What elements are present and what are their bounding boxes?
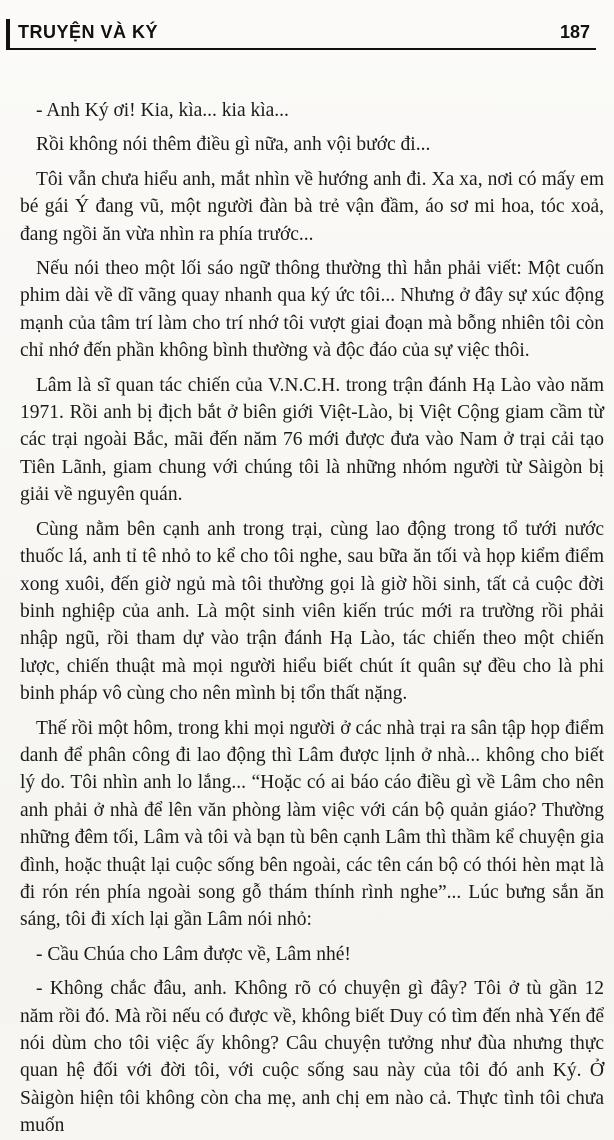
running-title: TRUYỆN VÀ KÝ — [18, 22, 159, 42]
page-number: 187 — [559, 22, 590, 42]
paragraph: Rồi không nói thêm điều gì nữa, anh vội bước đi... — [36, 134, 431, 156]
header-rule-mark — [6, 19, 10, 48]
paragraph: - Không chắc đâu, anh. Không rõ có chuyện gì đây? Tôi ở tù gần 12 năm rồi đó. Mà rồi nếu có được về, không biết Duy có tìm đến nhà Yến để nói dùm cho tôi việc ấy không? Câu chuyện tưởng như đùa nhưng thực quan hệ đối với đời tôi, với cuộc sống sau này của tôi đó anh Ký. Ở Sàigòn hiện tôi không còn cha mẹ, anh chị em nào cả. Thực tình tôi chưa muốn — [20, 978, 604, 1137]
paragraph: Cùng nằm bên cạnh anh trong trại, cùng lao động trong tổ tưới nước thuốc lá, anh tỉ tê nhỏ to kể cho tôi nghe, sau bữa ăn tối và họp kiểm điểm xong xuôi, đến giờ ngủ mà tôi thường gọi là giờ hồi sinh, tất cả cuộc đời binh nghiệp của anh. Là một sinh viên kiến trúc mới ra trường rồi phải nhập ngũ, rồi tham dự vào trận đánh Hạ Lào, tác chiến theo một chiến lược, chiến thuật mà mọi người hiểu biết chút ít quân sự đều cho là phi binh pháp vô cùng cho nên mình bị tổn thất nặng. — [20, 518, 604, 705]
paragraph: Thế rồi một hôm, trong khi mọi người ở các nhà trại ra sân tập họp điểm danh để phân công đi lao động thì Lâm được lịnh ở nhà... không cho biết lý do. Tôi nhìn anh lo lắng... “Hoặc có ai báo cáo điều gì về Lâm cho nên anh phải ở nhà để lên văn phòng làm việc với cán bộ quản giáo? Thường những đêm tối, Lâm và tôi và bạn tù bên cạnh Lâm thì thầm kể chuyện gia đình, hoặc thuật lại cuộc sống bên ngoài, các tên cán bộ có thói hèn mạt là đi rón rén phía ngoài song gỗ thám thính rình nghe”... Lúc bưng sắn ăn sáng, tôi đi xích lại gần Lâm nói nhỏ: — [20, 717, 604, 931]
paragraph: - Cầu Chúa cho Lâm được về, Lâm nhé! — [36, 943, 351, 965]
running-header — [6, 14, 596, 50]
paragraph: Lâm là sĩ quan tác chiến của V.N.C.H. trong trận đánh Hạ Lào vào năm 1971. Rồi anh bị địch bắt ở biên giới Việt-Lào, bị Việt Cộng giam cầm từ các trại ngoài Bắc, mãi đến năm 76 mới được đưa vào Nam ở trại cải tạo Tiên Lãnh, giam chung với chúng tôi là những nhóm người từ Sàigòn bị giải về nguyên quán. — [20, 374, 604, 506]
body-text — [20, 97, 604, 1140]
paragraph: Nếu nói theo một lối sáo ngữ thông thường thì hẳn phải viết: Một cuốn phim dài về dĩ vãng quay nhanh qua ký ức tôi... Nhưng ở đây sự xúc động mạnh của tâm trí làm cho trí nhớ tôi vượt giai đoạn mà bỗng nhiên tôi còn chỉ nhớ đến phần không bình thường và độc đáo của sự việc thôi. — [20, 258, 604, 362]
paragraph: Tôi vẫn chưa hiểu anh, mắt nhìn về hướng anh đi. Xa xa, nơi có mấy em bé gái Ý đang vũ, một người đàn bà trẻ vận đầm, áo sơ mi hoa, tóc xoả, đang ngồi ăn vừa nhìn ra phía trước... — [20, 168, 604, 245]
paragraph: - Anh Ký ơi! Kia, kìa... kia kìa... — [36, 100, 289, 121]
